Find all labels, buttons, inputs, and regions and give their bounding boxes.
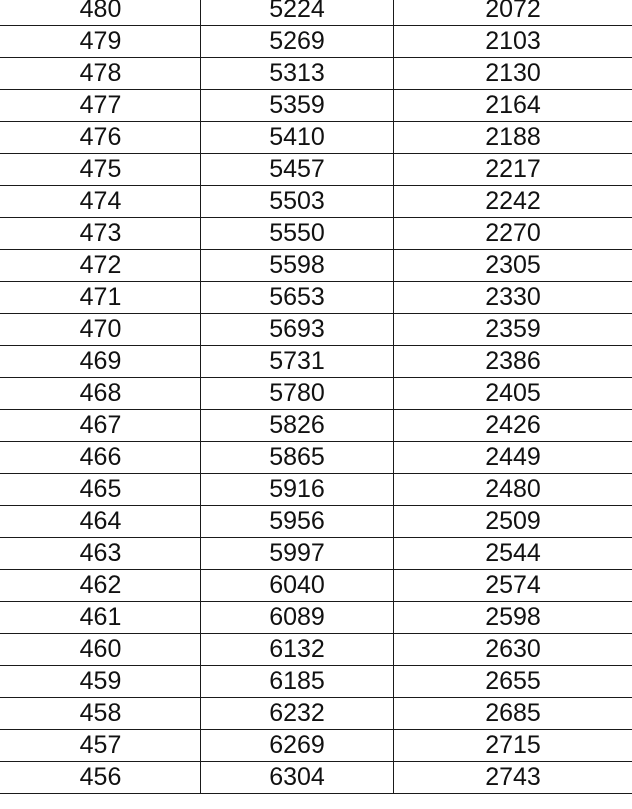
count-cell: 2598	[394, 602, 632, 634]
count-cell: 2270	[394, 218, 632, 250]
table-row	[1, 26, 632, 58]
cumulative-count-cell: 6232	[201, 698, 394, 730]
count-cell: 2405	[394, 378, 632, 410]
count-cell: 2072	[394, 0, 632, 26]
score-cell: 457	[1, 730, 201, 762]
cumulative-count-cell: 6089	[201, 602, 394, 634]
score-cell: 456	[1, 762, 201, 794]
score-cell: 460	[1, 634, 201, 666]
score-cell: 470	[1, 314, 201, 346]
count-cell: 2242	[394, 186, 632, 218]
table-row	[1, 762, 632, 794]
count-cell: 2574	[394, 570, 632, 602]
table-row	[1, 378, 632, 410]
table-row	[1, 634, 632, 666]
score-cell: 472	[1, 250, 201, 282]
cumulative-count-cell: 5410	[201, 122, 394, 154]
cumulative-count-cell: 5269	[201, 26, 394, 58]
count-cell: 2103	[394, 26, 632, 58]
table-row	[1, 410, 632, 442]
table-row	[1, 602, 632, 634]
cumulative-count-cell: 5780	[201, 378, 394, 410]
table-row	[1, 186, 632, 218]
cumulative-count-cell: 5731	[201, 346, 394, 378]
table-row	[1, 346, 632, 378]
count-cell: 2330	[394, 282, 632, 314]
cumulative-count-cell: 5826	[201, 410, 394, 442]
score-cell: 458	[1, 698, 201, 730]
count-cell: 2509	[394, 506, 632, 538]
score-cell: 468	[1, 378, 201, 410]
table-row	[1, 218, 632, 250]
score-cell: 476	[1, 122, 201, 154]
count-cell: 2655	[394, 666, 632, 698]
cumulative-count-cell: 5313	[201, 58, 394, 90]
cumulative-count-cell: 6269	[201, 730, 394, 762]
cumulative-count-cell: 6132	[201, 634, 394, 666]
table-row	[1, 58, 632, 90]
count-cell: 2449	[394, 442, 632, 474]
cumulative-count-cell: 5653	[201, 282, 394, 314]
cumulative-count-cell: 5503	[201, 186, 394, 218]
score-cell: 479	[1, 26, 201, 58]
cumulative-count-cell: 6304	[201, 762, 394, 794]
table-row	[1, 314, 632, 346]
count-cell: 2426	[394, 410, 632, 442]
cumulative-count-cell: 5598	[201, 250, 394, 282]
count-cell: 2130	[394, 58, 632, 90]
table-row	[1, 666, 632, 698]
count-cell: 2480	[394, 474, 632, 506]
score-cell: 466	[1, 442, 201, 474]
table-row	[1, 0, 632, 26]
cumulative-count-cell: 5224	[201, 0, 394, 26]
score-cell: 471	[1, 282, 201, 314]
cumulative-count-cell: 5693	[201, 314, 394, 346]
count-cell: 2164	[394, 90, 632, 122]
table-row	[1, 730, 632, 762]
cumulative-count-cell: 5865	[201, 442, 394, 474]
table-row	[1, 250, 632, 282]
table-row	[1, 122, 632, 154]
score-cell: 459	[1, 666, 201, 698]
count-cell: 2544	[394, 538, 632, 570]
count-cell: 2630	[394, 634, 632, 666]
score-cell: 461	[1, 602, 201, 634]
cumulative-count-cell: 5359	[201, 90, 394, 122]
cumulative-count-cell: 5550	[201, 218, 394, 250]
score-cell: 464	[1, 506, 201, 538]
score-cell: 469	[1, 346, 201, 378]
count-cell: 2743	[394, 762, 632, 794]
table-row	[1, 474, 632, 506]
table-row	[1, 698, 632, 730]
count-cell: 2359	[394, 314, 632, 346]
table-row	[1, 282, 632, 314]
count-cell: 2685	[394, 698, 632, 730]
table-row	[1, 570, 632, 602]
cumulative-count-cell: 6185	[201, 666, 394, 698]
score-cell: 473	[1, 218, 201, 250]
cumulative-count-cell: 6040	[201, 570, 394, 602]
cumulative-count-cell: 5956	[201, 506, 394, 538]
table-row	[1, 154, 632, 186]
count-cell: 2305	[394, 250, 632, 282]
count-cell: 2217	[394, 154, 632, 186]
table-row	[1, 442, 632, 474]
score-cell: 475	[1, 154, 201, 186]
score-cell: 477	[1, 90, 201, 122]
score-cell: 480	[1, 0, 201, 26]
score-table-body	[1, 0, 632, 794]
cumulative-count-cell: 5997	[201, 538, 394, 570]
score-cell: 478	[1, 58, 201, 90]
score-cell: 463	[1, 538, 201, 570]
score-cell: 474	[1, 186, 201, 218]
score-cell: 467	[1, 410, 201, 442]
table-row	[1, 90, 632, 122]
table-row	[1, 538, 632, 570]
score-cell: 462	[1, 570, 201, 602]
cumulative-count-cell: 5916	[201, 474, 394, 506]
score-cell: 465	[1, 474, 201, 506]
cumulative-count-cell: 5457	[201, 154, 394, 186]
count-cell: 2188	[394, 122, 632, 154]
table-row	[1, 506, 632, 538]
count-cell: 2715	[394, 730, 632, 762]
count-cell: 2386	[394, 346, 632, 378]
